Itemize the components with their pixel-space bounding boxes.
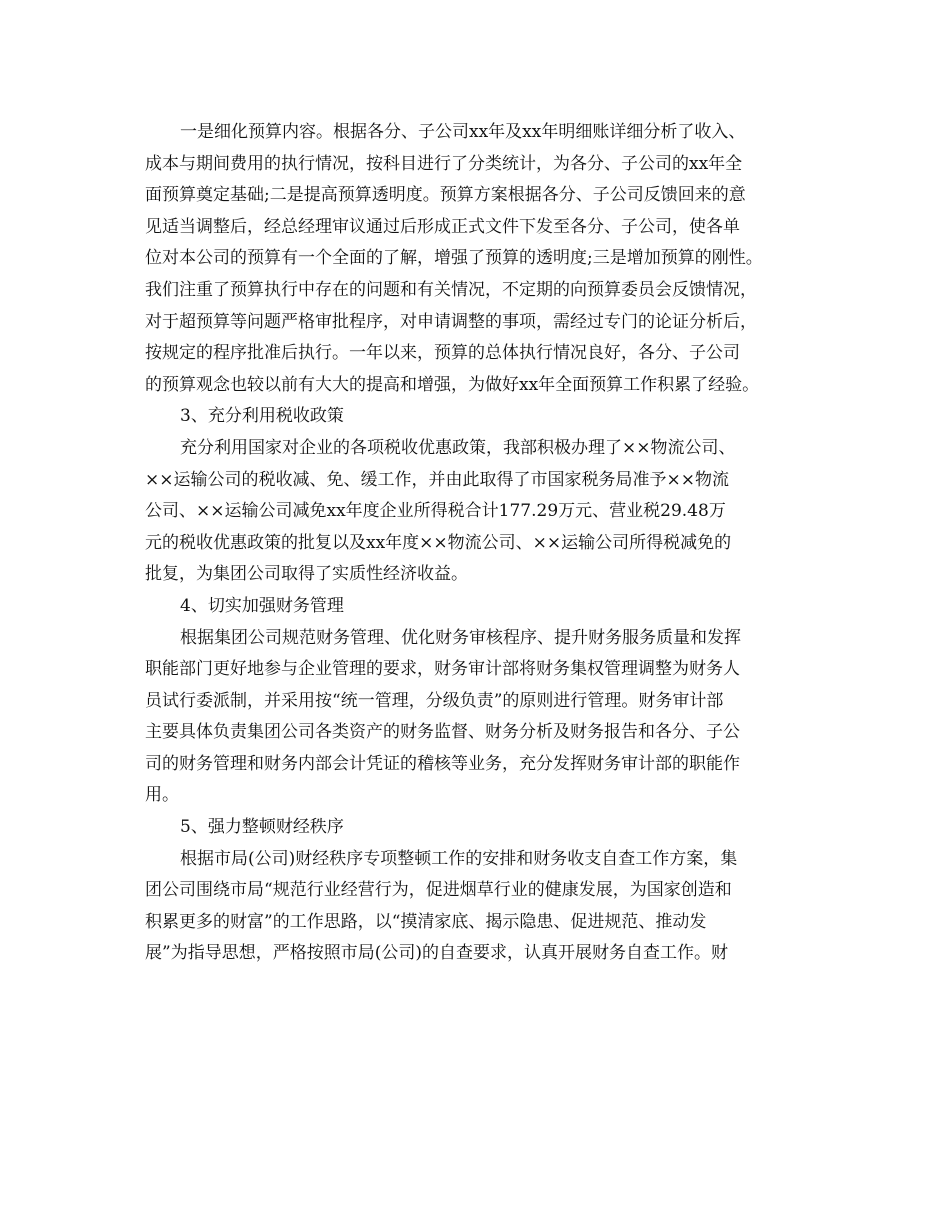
paragraph-budget-line-3: 面预算奠定基础;二是提高预算透明度。预算方案根据各分、子公司反馈回来的意 [145, 185, 746, 206]
paragraph-tax-line-4: 元的税收优惠政策的批复以及xx年度××物流公司、××运输公司所得税减免的 [145, 532, 732, 553]
document-body [145, 117, 825, 970]
paragraph-finance-line-6: 用。 [145, 785, 179, 806]
paragraph-finance-line-3: 员试行委派制，并采用按“统一管理，分级负责”的原则进行管理。财务审计部 [145, 690, 724, 711]
paragraph-tax-line-3: 公司、××运输公司减免xx年度企业所得税合计177.29万元、营业税29.48万 [145, 501, 726, 522]
paragraph-finance-line-2: 职能部门更好地参与企业管理的要求，财务审计部将财务集权管理调整为财务人 [145, 659, 740, 680]
paragraph-order-line-4: 展”为指导思想，严格按照市局(公司)的自查要求，认真开展财务自查工作。财 [145, 943, 728, 964]
paragraph-tax-line-2: ××运输公司的税收减、免、缓工作，并由此取得了市国家税务局准予××物流 [145, 469, 729, 490]
paragraph-order-line-1: 根据市局(公司)财经秩序专项整顿工作的安排和财务收支自查工作方案，集 [180, 848, 738, 869]
paragraph-finance-line-5: 司的财务管理和财务内部会计凭证的稽核等业务，充分发挥财务审计部的职能作 [145, 753, 740, 774]
paragraph-tax-line-1: 充分利用国家对企业的各项税收优惠政策，我部积极办理了××物流公司、 [180, 437, 736, 458]
paragraph-budget-line-1: 一是细化预算内容。根据各分、子公司xx年及xx年明细账详细分析了收入、 [180, 122, 746, 142]
section-heading-financial-order: 5、强力整顿财经秩序 [180, 817, 344, 838]
paragraph-budget-line-6: 我们注重了预算执行中存在的问题和有关情况，不定期的向预算委员会反馈情况， [145, 279, 757, 300]
paragraph-budget-line-4: 见适当调整后，经总经理审议通过后形成正式文件下发至各分、子公司，使各单 [145, 216, 740, 237]
paragraph-budget-line-9: 的预算观念也较以前有大大的提高和增强，为做好xx年全面预算工作积累了经验。 [145, 374, 760, 395]
paragraph-budget-line-8: 按规定的程序批准后执行。一年以来，预算的总体执行情况良好，各分、子公司 [145, 343, 740, 364]
paragraph-budget-line-5: 位对本公司的预算有一个全面的了解，增强了预算的透明度;三是增加预算的刚性。 [145, 248, 763, 269]
paragraph-order-line-2: 团公司围绕市局“规范行业经营行为，促进烟草行业的健康发展，为国家创造和 [145, 880, 732, 901]
paragraph-budget-line-7: 对于超预算等问题严格审批程序，对申请调整的事项，需经过专门的论证分析后， [145, 311, 757, 332]
section-heading-finance-management: 4、切实加强财务管理 [180, 595, 344, 616]
paragraph-budget-line-2: 成本与期间费用的执行情况，按科目进行了分类统计，为各分、子公司的xx年全 [145, 153, 743, 174]
paragraph-tax-line-5: 批复，为集团公司取得了实质性经济收益。 [145, 564, 468, 585]
section-heading-tax-policy: 3、充分利用税收政策 [180, 406, 344, 427]
paragraph-order-line-3: 积累更多的财富”的工作思路，以“摸清家底、揭示隐患、促进规范、推动发 [145, 911, 707, 932]
paragraph-finance-line-4: 主要具体负责集团公司各类资产的财务监督、财务分析及财务报告和各分、子公 [145, 722, 740, 743]
paragraph-finance-line-1: 根据集团公司规范财务管理、优化财务审核程序、提升财务服务质量和发挥 [180, 627, 741, 648]
